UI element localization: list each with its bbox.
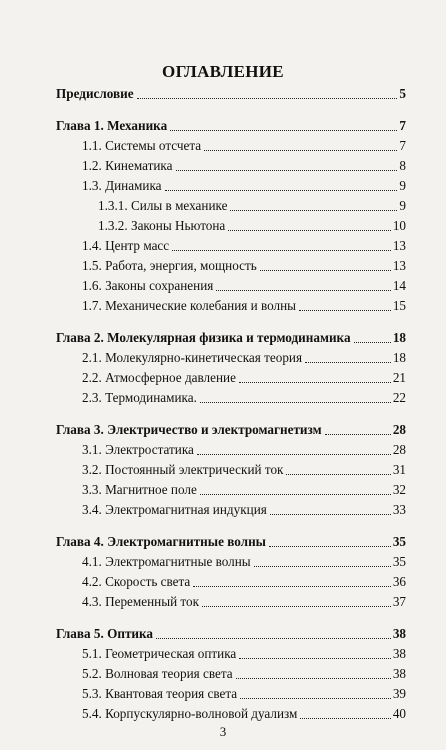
toc-entry-label: 3.2. Постоянный электрический ток (82, 462, 284, 477)
toc-section-3-1[interactable] (56, 438, 406, 458)
toc-entry-label: 3.1. Электростатика (82, 442, 194, 457)
toc-entry-page: 36 (392, 574, 406, 589)
toc-section-1-5[interactable] (56, 254, 406, 274)
leader-dots (200, 494, 391, 495)
toc-entry-label: 1.3. Динамика (82, 178, 162, 193)
toc-entry-page: 39 (392, 686, 406, 701)
toc-entry-label: 2.3. Термодинамика. (82, 390, 197, 405)
toc-subsection-1-3-2[interactable] (56, 214, 406, 234)
toc-entry-page: 13 (392, 238, 406, 253)
toc-section-1-4[interactable] (56, 234, 406, 254)
toc-entry-page: 35 (392, 534, 406, 549)
toc-entry-label: 1.7. Механические колебания и волны (82, 298, 297, 313)
leader-dots (228, 230, 391, 231)
leader-dots (240, 698, 391, 699)
toc-entry-label: 5.4. Корпускулярно-волновой дуализм (82, 706, 298, 721)
toc-entry-page: 33 (392, 502, 406, 517)
toc-entry-page: 21 (392, 370, 406, 385)
toc-entry-label: Глава 5. Оптика (56, 626, 154, 641)
toc-chapter-1[interactable] (56, 114, 406, 134)
toc-entry-page: 31 (392, 462, 406, 477)
toc-entry-page: 32 (392, 482, 406, 497)
leader-dots (299, 310, 391, 311)
toc-entry-label: 1.3.2. Законы Ньютона (98, 218, 226, 233)
toc-section-4-2[interactable] (56, 570, 406, 590)
toc-entry-page: 7 (399, 118, 406, 133)
leader-dots (354, 342, 391, 343)
toc-section-3-4[interactable] (56, 498, 406, 518)
leader-dots (239, 658, 391, 659)
toc-entry-page: 18 (392, 330, 406, 345)
leader-dots (197, 454, 391, 455)
toc-section-3-3[interactable] (56, 478, 406, 498)
leader-dots (170, 130, 397, 131)
toc-entry-label: Глава 1. Механика (56, 118, 168, 133)
toc-section-1-6[interactable] (56, 274, 406, 294)
toc-entry-preface[interactable] (56, 82, 406, 102)
leader-dots (172, 250, 391, 251)
toc-section-5-2[interactable] (56, 662, 406, 682)
toc-entry-page: 13 (392, 258, 406, 273)
leader-dots (300, 718, 390, 719)
toc-entry-page: 38 (392, 626, 406, 641)
toc-entry-page: 38 (392, 646, 406, 661)
toc-entry-label: 3.3. Магнитное поле (82, 482, 197, 497)
toc-section-5-3[interactable] (56, 682, 406, 702)
toc-section-5-1[interactable] (56, 642, 406, 662)
toc-entry-page: 5 (399, 86, 406, 101)
toc-section-2-1[interactable] (56, 346, 406, 366)
toc-entry-page: 40 (392, 706, 406, 721)
leader-dots (193, 586, 391, 587)
toc-section-5-4[interactable] (56, 702, 406, 722)
toc-section-1-2[interactable] (56, 154, 406, 174)
toc-section-2-3[interactable] (56, 386, 406, 406)
toc-entry-label: 1.3.1. Силы в механике (98, 198, 228, 213)
toc-entry-label: 5.1. Геометрическая оптика (82, 646, 237, 661)
leader-dots (305, 362, 391, 363)
toc-entry-label: 1.1. Системы отсчета (82, 138, 202, 153)
toc-entry-label: 1.5. Работа, энергия, мощность (82, 258, 257, 273)
toc-entry-label: 2.1. Молекулярно-кинетическая теория (82, 350, 303, 365)
toc-entry-page: 7 (399, 138, 406, 153)
leader-dots (202, 606, 391, 607)
leader-dots (204, 150, 397, 151)
leader-dots (137, 98, 398, 99)
toc-entry-label: 4.1. Электромагнитные волны (82, 554, 251, 569)
toc-entry-page: 38 (392, 666, 406, 681)
toc-entry-label: Глава 2. Молекулярная физика и термодинамика (56, 330, 351, 345)
leader-dots (260, 270, 391, 271)
toc-entry-page: 8 (399, 158, 406, 173)
toc-entry-label: 1.2. Кинематика (82, 158, 173, 173)
toc-entry-label: 2.2. Атмосферное давление (82, 370, 236, 385)
toc-section-4-3[interactable] (56, 590, 406, 610)
toc-section-1-1[interactable] (56, 134, 406, 154)
page-number: 3 (219, 724, 227, 739)
toc-section-4-1[interactable] (56, 550, 406, 570)
toc-entry-label: 4.2. Скорость света (82, 574, 191, 589)
toc-entry-label: 3.4. Электромагнитная индукция (82, 502, 267, 517)
toc-entry-label: 5.3. Квантовая теория света (82, 686, 238, 701)
toc-chapter-4[interactable] (56, 530, 406, 550)
leader-dots (230, 210, 397, 211)
leader-dots (216, 290, 390, 291)
toc-entry-label: 4.3. Переменный ток (82, 594, 200, 609)
toc-entry-page: 14 (392, 278, 406, 293)
toc-entry-label: Глава 3. Электричество и электромагнетизм (56, 422, 322, 437)
leader-dots (156, 638, 391, 639)
toc-entry-page: 37 (392, 594, 406, 609)
toc-section-3-2[interactable] (56, 458, 406, 478)
toc-chapter-2[interactable] (56, 326, 406, 346)
toc-entry-page: 10 (392, 218, 406, 233)
toc-entry-page: 28 (392, 442, 406, 457)
toc-section-2-2[interactable] (56, 366, 406, 386)
toc-heading: ОГЛАВЛЕНИЕ (162, 62, 284, 81)
toc-entry-page: 22 (392, 390, 406, 405)
toc-entry-label: 1.6. Законы сохранения (82, 278, 214, 293)
leader-dots (236, 678, 391, 679)
leader-dots (269, 546, 391, 547)
leader-dots (239, 382, 391, 383)
leader-dots (286, 474, 390, 475)
toc-entry-label: 1.4. Центр масс (82, 238, 170, 253)
toc-entry-label: Глава 4. Электромагнитные волны (56, 534, 266, 549)
toc-chapter-3[interactable] (56, 418, 406, 438)
leader-dots (254, 566, 391, 567)
toc-entry-page: 9 (399, 198, 406, 213)
leader-dots (176, 170, 398, 171)
toc-entry-page: 9 (399, 178, 406, 193)
leader-dots (270, 514, 391, 515)
toc-entry-page: 18 (392, 350, 406, 365)
toc-subsection-1-3-1[interactable] (56, 194, 406, 214)
toc-entry-label: 5.2. Волновая теория света (82, 666, 233, 681)
toc-entry-page: 15 (392, 298, 406, 313)
leader-dots (325, 434, 391, 435)
toc-section-1-3[interactable] (56, 174, 406, 194)
toc-entry-page: 35 (392, 554, 406, 569)
toc-entry-label: Предисловие (56, 86, 134, 101)
toc-section-1-7[interactable] (56, 294, 406, 314)
toc-entry-page: 28 (392, 422, 406, 437)
leader-dots (200, 402, 391, 403)
leader-dots (165, 190, 398, 191)
toc-chapter-5[interactable] (56, 622, 406, 642)
